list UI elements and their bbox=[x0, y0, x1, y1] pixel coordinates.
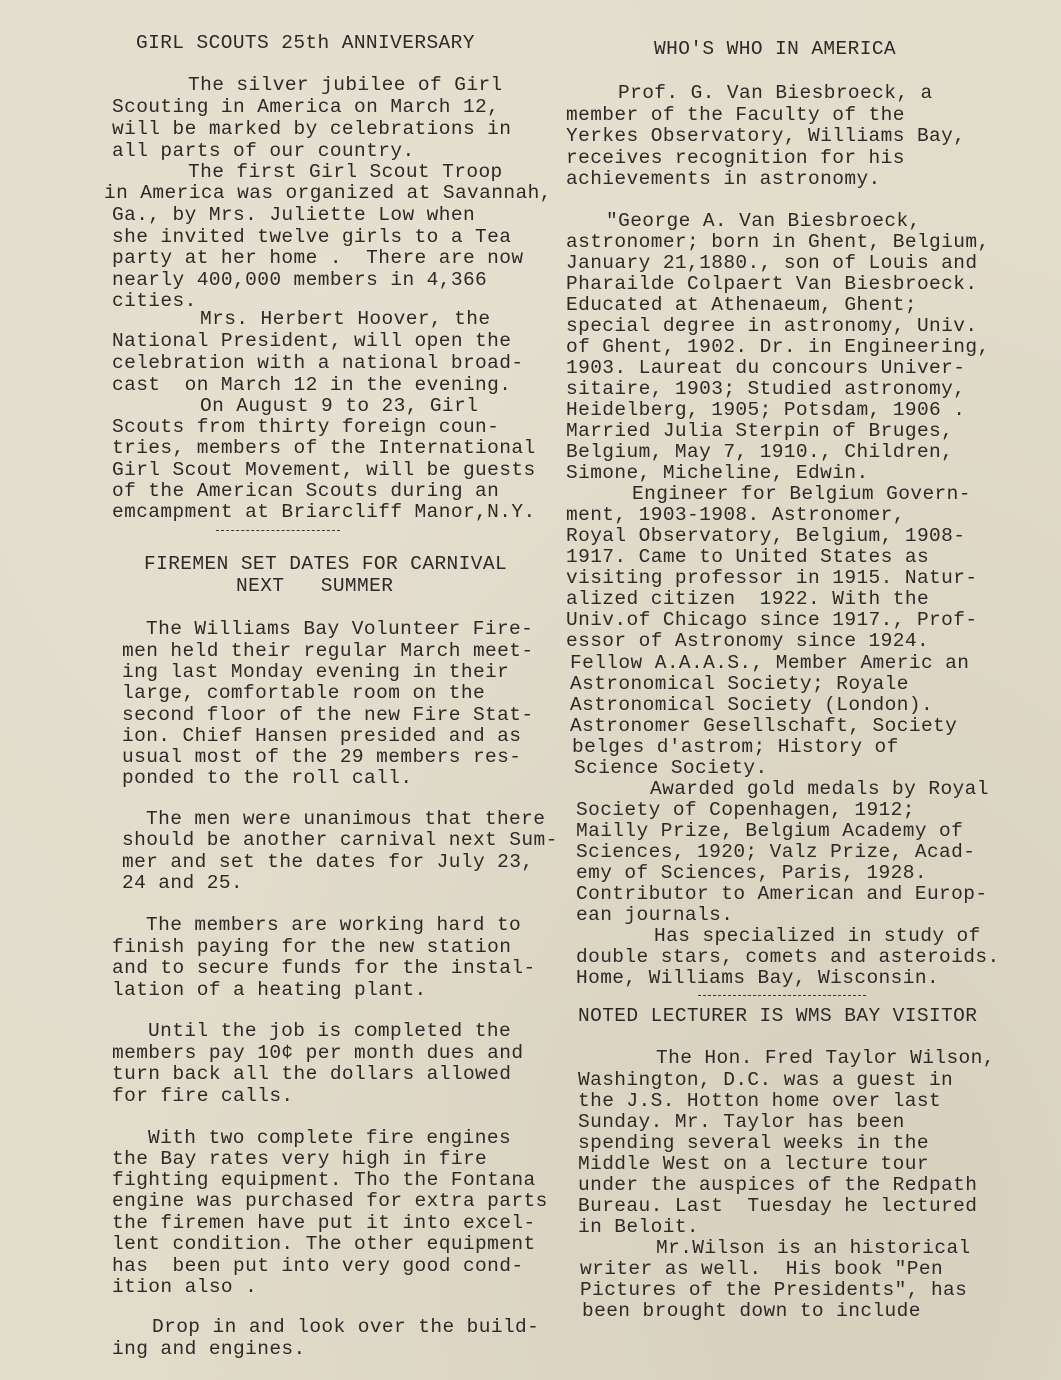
section-divider bbox=[698, 995, 866, 996]
article-line: belges d'astrom; History of bbox=[572, 736, 899, 758]
article-line: receives recognition for his bbox=[566, 147, 905, 169]
article-line: Awarded gold medals by Royal bbox=[650, 778, 989, 800]
article-line: Bureau. Last Tuesday he lectured bbox=[578, 1195, 978, 1217]
article-line: Married Julia Sterpin of Bruges, bbox=[566, 420, 954, 442]
article-line: Belgium, May 7, 1910., Children, bbox=[566, 441, 954, 463]
article-line: Society of Copenhagen, 1912; bbox=[576, 799, 915, 821]
article-line: Fellow A.A.A.S., Member Americ an bbox=[570, 652, 970, 674]
article-line: ean journals. bbox=[576, 904, 734, 926]
article-line: tries, members of the International bbox=[112, 437, 536, 459]
article-line: With two complete fire engines bbox=[148, 1127, 512, 1149]
article-line: Univ.of Chicago since 1917., Prof- bbox=[566, 609, 978, 631]
article-line: ing last Monday evening in their bbox=[122, 661, 510, 683]
article-line: Astronomical Society; Royale bbox=[570, 673, 909, 695]
article-line: of Ghent, 1902. Dr. in Engineering, bbox=[566, 336, 990, 358]
article-line: celebration with a national broad- bbox=[112, 352, 524, 374]
article-line: Sciences, 1920; Valz Prize, Acad- bbox=[576, 841, 976, 863]
article-line: 1903. Laureat du concours Univer- bbox=[566, 357, 966, 379]
section-divider bbox=[216, 530, 340, 531]
article-line: Sunday. Mr. Taylor has been bbox=[578, 1111, 905, 1133]
article-line: Simone, Micheline, Edwin. bbox=[566, 462, 869, 484]
article-line: Home, Williams Bay, Wisconsin. bbox=[576, 967, 940, 989]
article-line: cast on March 12 in the evening. bbox=[112, 374, 512, 396]
article-line: Science Society. bbox=[574, 757, 768, 779]
article-line: sitaire, 1903; Studied astronomy, bbox=[566, 378, 966, 400]
article-line: men held their regular March meet- bbox=[122, 640, 534, 662]
firemen-headline-line-2: NEXT SUMMER bbox=[236, 575, 394, 597]
article-line: emy of Sciences, Paris, 1928. bbox=[576, 862, 927, 884]
girl-scouts-headline: GIRL SCOUTS 25th ANNIVERSARY bbox=[136, 32, 475, 54]
article-line: fighting equipment. Tho the Fontana bbox=[112, 1169, 536, 1191]
article-line: members pay 10¢ per month dues and bbox=[112, 1042, 524, 1064]
article-line: alized citizen 1922. With the bbox=[566, 588, 930, 610]
article-line: Until the job is completed the bbox=[148, 1020, 512, 1042]
article-line: she invited twelve girls to a Tea bbox=[112, 226, 512, 248]
article-line: of the American Scouts during an bbox=[112, 480, 500, 502]
article-line: The Hon. Fred Taylor Wilson, bbox=[656, 1047, 995, 1069]
article-line: emcampment at Briarcliff Manor,N.Y. bbox=[112, 501, 536, 523]
article-line: Astronomer Gesellschaft, Society bbox=[570, 715, 958, 737]
article-line: The men were unanimous that there bbox=[146, 808, 546, 830]
article-line: Yerkes Observatory, Williams Bay, bbox=[566, 125, 966, 147]
article-line: Girl Scout Movement, will be guests bbox=[112, 459, 536, 481]
article-line: astronomer; born in Ghent, Belgium, bbox=[566, 231, 990, 253]
article-line: ition also . bbox=[112, 1276, 258, 1298]
article-line: January 21,1880., son of Louis and bbox=[566, 252, 978, 274]
article-line: lent condition. The other equipment bbox=[112, 1233, 536, 1255]
article-line: Pharailde Colpaert Van Biesbroeck. bbox=[566, 273, 978, 295]
article-line: National President, will open the bbox=[112, 330, 512, 352]
article-line: in America was organized at Savannah, bbox=[104, 182, 552, 204]
article-line: member of the Faculty of the bbox=[566, 104, 905, 126]
article-line: Scouting in America on March 12, bbox=[112, 96, 500, 118]
article-line: essor of Astronomy since 1924. bbox=[566, 630, 930, 652]
whos-who-headline: WHO'S WHO IN AMERICA bbox=[654, 38, 897, 60]
article-line: Mr.Wilson is an historical bbox=[656, 1237, 971, 1259]
article-line: 1917. Came to United States as bbox=[566, 546, 930, 568]
article-line: been brought down to include bbox=[582, 1300, 921, 1322]
article-line: Mailly Prize, Belgium Academy of bbox=[576, 820, 964, 842]
article-line: On August 9 to 23, Girl bbox=[200, 395, 479, 417]
article-line: the firemen have put it into excel- bbox=[112, 1212, 536, 1234]
article-line: turn back all the dollars allowed bbox=[112, 1063, 512, 1085]
article-line: party at her home . There are now bbox=[112, 247, 524, 269]
article-line: usual most of the 29 members res- bbox=[122, 746, 522, 768]
article-line: has been put into very good cond- bbox=[112, 1255, 524, 1277]
article-line: Mrs. Herbert Hoover, the bbox=[200, 308, 491, 330]
article-line: Educated at Athenaeum, Ghent; bbox=[566, 294, 917, 316]
article-line: Middle West on a lecture tour bbox=[578, 1153, 929, 1175]
article-line: Royal Observatory, Belgium, 1908- bbox=[566, 525, 966, 547]
article-line: mer and set the dates for July 23, bbox=[122, 851, 534, 873]
firemen-headline: FIREMEN SET DATES FOR CARNIVAL bbox=[144, 553, 508, 575]
article-line: Pictures of the Presidents", has bbox=[580, 1279, 968, 1301]
article-line: large, comfortable room on the bbox=[122, 682, 486, 704]
article-line: achievements in astronomy. bbox=[566, 168, 881, 190]
article-line: ment, 1903-1908. Astronomer, bbox=[566, 504, 905, 526]
article-line: visiting professor in 1915. Natur- bbox=[566, 567, 978, 589]
article-line: The members are working hard to bbox=[146, 914, 522, 936]
article-line: Engineer for Belgium Govern- bbox=[632, 483, 971, 505]
article-line: "George A. Van Biesbroeck, bbox=[606, 210, 921, 232]
article-line: Has specialized in study of bbox=[654, 925, 981, 947]
article-line: second floor of the new Fire Stat- bbox=[122, 704, 534, 726]
article-line: Astronomical Society (London). bbox=[570, 694, 934, 716]
article-line: will be marked by celebrations in bbox=[112, 118, 512, 140]
article-line: ion. Chief Hansen presided and as bbox=[122, 725, 522, 747]
article-line: all parts of our country. bbox=[112, 140, 415, 162]
article-line: lation of a heating plant. bbox=[112, 979, 427, 1001]
article-line: double stars, comets and asteroids. bbox=[576, 946, 1000, 968]
article-line: Scouts from thirty foreign coun- bbox=[112, 416, 500, 438]
article-line: Ga., by Mrs. Juliette Low when bbox=[112, 204, 476, 226]
article-line: writer as well. His book "Pen bbox=[580, 1258, 944, 1280]
article-line: Contributor to American and Europ- bbox=[576, 883, 988, 905]
article-line: spending several weeks in the bbox=[578, 1132, 929, 1154]
article-line: the J.S. Hotton home over last bbox=[578, 1090, 942, 1112]
article-line: for fire calls. bbox=[112, 1085, 294, 1107]
article-line: finish paying for the new station bbox=[112, 936, 512, 958]
article-line: cities. bbox=[112, 290, 197, 312]
article-line: The first Girl Scout Troop bbox=[188, 161, 503, 183]
article-line: engine was purchased for extra parts bbox=[112, 1190, 548, 1212]
article-line: and to secure funds for the instal- bbox=[112, 957, 536, 979]
lecturer-headline: NOTED LECTURER IS WMS BAY VISITOR bbox=[578, 1005, 978, 1027]
article-line: Prof. G. Van Biesbroeck, a bbox=[618, 82, 933, 104]
article-line: The Williams Bay Volunteer Fire- bbox=[146, 618, 534, 640]
article-line: should be another carnival next Sum- bbox=[122, 829, 558, 851]
article-line: The silver jubilee of Girl bbox=[188, 74, 503, 96]
article-line: in Beloit. bbox=[578, 1216, 700, 1238]
article-line: Heidelberg, 1905; Potsdam, 1906 . bbox=[566, 399, 966, 421]
article-line: special degree in astronomy, Univ. bbox=[566, 315, 978, 337]
article-line: ponded to the roll call. bbox=[122, 767, 413, 789]
article-line: 24 and 25. bbox=[122, 872, 244, 894]
article-line: Drop in and look over the build- bbox=[152, 1316, 540, 1338]
article-line: nearly 400,000 members in 4,366 bbox=[112, 269, 488, 291]
article-line: under the auspices of the Redpath bbox=[578, 1174, 978, 1196]
article-line: the Bay rates very high in fire bbox=[112, 1148, 488, 1170]
article-line: Washington, D.C. was a guest in bbox=[578, 1069, 954, 1091]
article-line: ing and engines. bbox=[112, 1338, 306, 1360]
